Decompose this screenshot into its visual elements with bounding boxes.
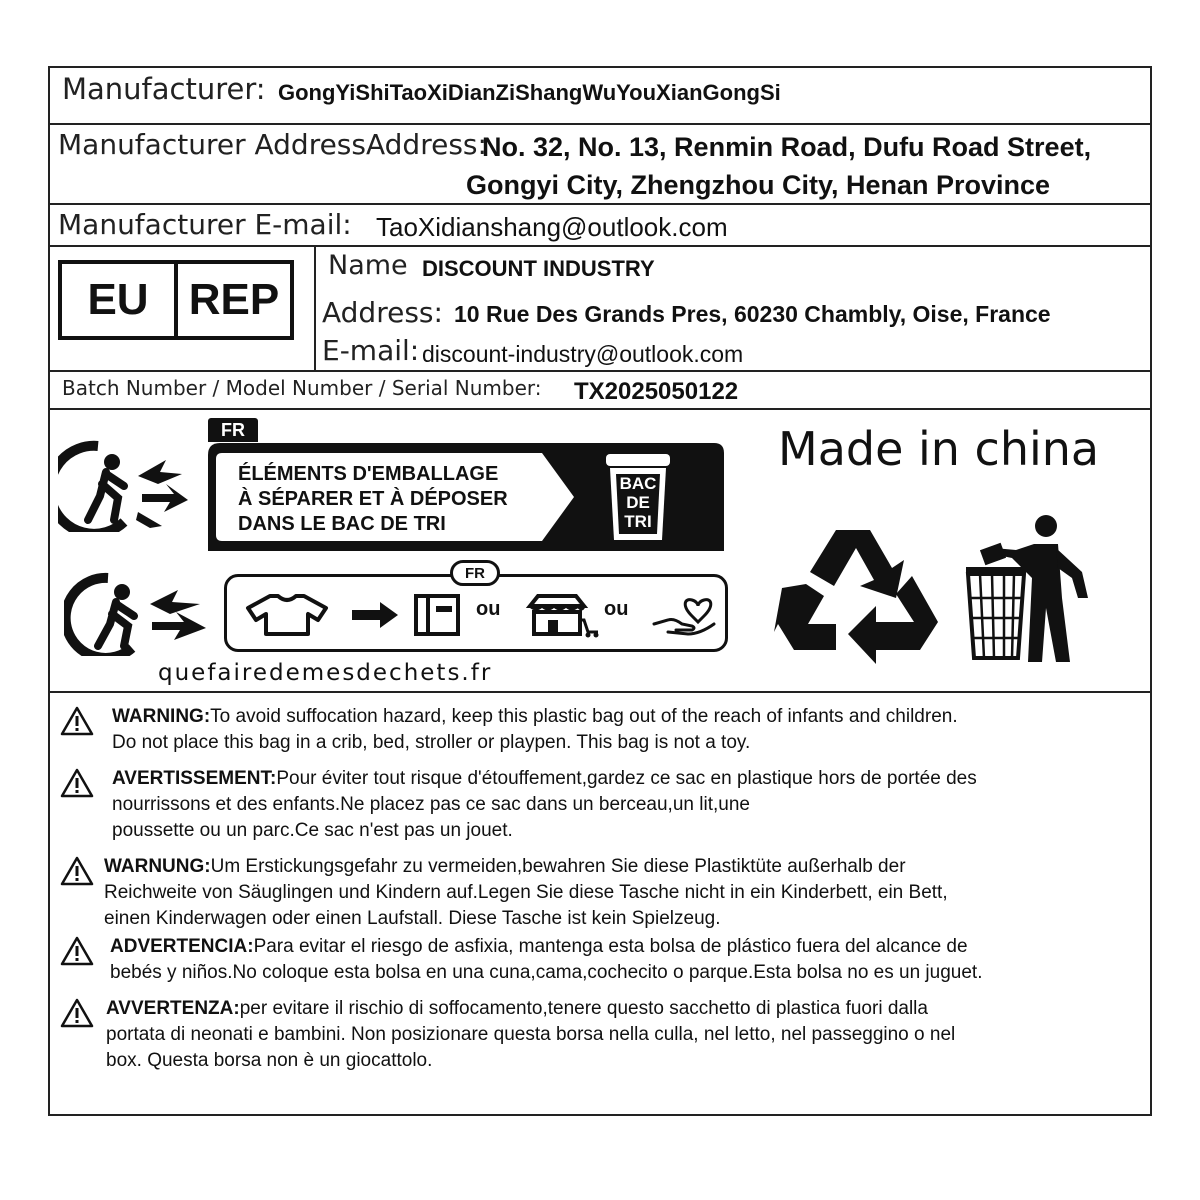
warning-triangle-icon	[60, 936, 94, 966]
bin-line2: DE	[626, 493, 650, 512]
recycle-icon	[774, 522, 944, 672]
origin: Made in china	[778, 422, 1100, 476]
website: quefairedemesdechets.fr	[158, 660, 493, 686]
warning-text: To avoid suffocation hazard, keep this plastic bag out of the reach of infants and children.	[210, 706, 958, 727]
manufacturer-address-line1: No. 32, No. 13, Renmin Road, Dufu Road Street,	[482, 132, 1092, 162]
manufacturer-email-label: Manufacturer E-mail:	[58, 208, 352, 241]
warning-line	[110, 934, 982, 960]
manufacturer-address-line2: Gongyi City, Zhengzhou City, Henan Province	[466, 170, 1051, 200]
divider	[50, 408, 1150, 410]
warning-text: box. Questa borsa non è un giocattolo.	[106, 1050, 433, 1071]
manufacturer-address-label: Manufacturer AddressAddress:	[58, 128, 487, 161]
shop-icon	[524, 592, 600, 638]
banner-line1: ÉLÉMENTS D'EMBALLAGE	[238, 463, 499, 485]
eu-rep-address: 10 Rue Des Grands Pres, 60230 Chambly, Oise, France	[454, 301, 1051, 327]
eu-rep-badge-right: REP	[188, 275, 280, 324]
manufacturer-label: Manufacturer:	[62, 72, 266, 106]
warning-title: AVERTISSEMENT:	[112, 768, 277, 789]
warning-text: poussette ou un parc.Ce sac n'est pas un jouet.	[112, 820, 513, 841]
warning-block	[104, 854, 948, 932]
warning-text: Pour éviter tout risque d'étouffement,gardez ce sac en plastique hors de portée des	[276, 768, 977, 789]
warning-text: bebés y niños.No coloque esta bolsa en una cuna,cama,cochecito o parque.Esta bolsa no es un juguet.	[110, 962, 983, 983]
divider	[50, 245, 1150, 247]
warning-triangle-icon	[60, 768, 94, 798]
arrow-right-icon	[350, 600, 400, 630]
batch-value: TX2025050122	[574, 378, 739, 405]
warning-triangle-icon	[60, 706, 94, 736]
divider	[50, 370, 1150, 372]
divider	[50, 203, 1150, 205]
warning-block	[106, 996, 955, 1074]
bin-label	[618, 474, 658, 531]
warning-title: ADVERTENCIA:	[110, 936, 254, 957]
warning-title: WARNING:	[112, 706, 211, 727]
banner-line3: DANS LE BAC DE TRI	[238, 513, 446, 535]
fr-circle: FR	[450, 560, 500, 586]
divider	[50, 691, 1150, 693]
warning-text: nourrissons et des enfants.Ne placez pas ce sac dans un berceau,un lit,une	[112, 794, 750, 815]
warning-block	[112, 766, 977, 844]
warning-text: Reichweite von Säuglingen und Kindern auf.Legen Sie diese Tasche nicht in ein Kinderbett, ein Bett,	[104, 882, 948, 903]
warning-text: Do not place this bag in a crib, bed, stroller or playpen. This bag is not a toy.	[112, 732, 751, 753]
eu-rep-name-label: Name	[328, 250, 408, 281]
drop-box-icon	[412, 592, 462, 638]
ou-text-1: ou	[476, 598, 501, 620]
product-label	[48, 66, 1152, 1116]
bin-line1: BAC	[619, 474, 657, 493]
warning-text: Para evitar el riesgo de asfixia, mantenga esta bolsa de plástico fuera del alcance de	[253, 936, 968, 957]
ou-text-2: ou	[604, 598, 629, 620]
manufacturer-name: GongYiShiTaoXiDianZiShangWuYouXianGongSi	[278, 80, 781, 105]
warning-triangle-icon	[60, 998, 94, 1028]
sorting-banner-text	[238, 462, 508, 537]
eu-rep-email-label: E-mail:	[322, 334, 420, 367]
tidyman-icon	[962, 508, 1112, 668]
eu-rep-address-label: Address:	[322, 296, 443, 329]
eu-rep-badge-left: EU	[87, 275, 149, 324]
warning-line	[104, 854, 948, 880]
warning-line	[112, 704, 958, 730]
eu-rep-badge	[58, 260, 294, 340]
donation-hand-icon	[652, 594, 718, 636]
warning-line	[106, 996, 955, 1022]
warning-text: per evitare il rischio di soffocamento,tenere questo sacchetto di plastica fuori dalla	[239, 998, 928, 1019]
divider	[50, 123, 1150, 125]
triman-icon	[58, 436, 190, 532]
eu-rep-name: DISCOUNT INDUSTRY	[422, 256, 655, 281]
manufacturer-email: TaoXidianshang@outlook.com	[376, 212, 728, 242]
warning-block	[110, 934, 982, 986]
triman-icon	[64, 570, 210, 656]
bin-line3: TRI	[624, 512, 652, 531]
warning-line	[112, 766, 977, 792]
warning-title: WARNUNG:	[104, 856, 211, 877]
warning-text: Um Erstickungsgefahr zu vermeiden,bewahren Sie diese Plastiktüte außerhalb der	[210, 856, 906, 877]
tshirt-icon	[244, 592, 330, 638]
warning-triangle-icon	[60, 856, 94, 886]
warning-text: einen Kinderwagen oder einen Laufstall. Diese Tasche ist kein Spielzeug.	[104, 908, 721, 929]
batch-label: Batch Number / Model Number / Serial Number:	[62, 376, 542, 400]
warning-text: portata di neonati e bambini. Non posizionare questa borsa nella culla, nel letto, nel passeggino o nel	[106, 1024, 956, 1045]
warning-title: AVVERTENZA:	[106, 998, 240, 1019]
banner-line2: À SÉPARER ET À DÉPOSER	[238, 488, 508, 510]
warning-block	[112, 704, 958, 756]
eu-rep-divider	[314, 246, 316, 371]
eu-rep-email: discount-industry@outlook.com	[422, 341, 744, 367]
fr-tab: FR	[208, 418, 258, 442]
